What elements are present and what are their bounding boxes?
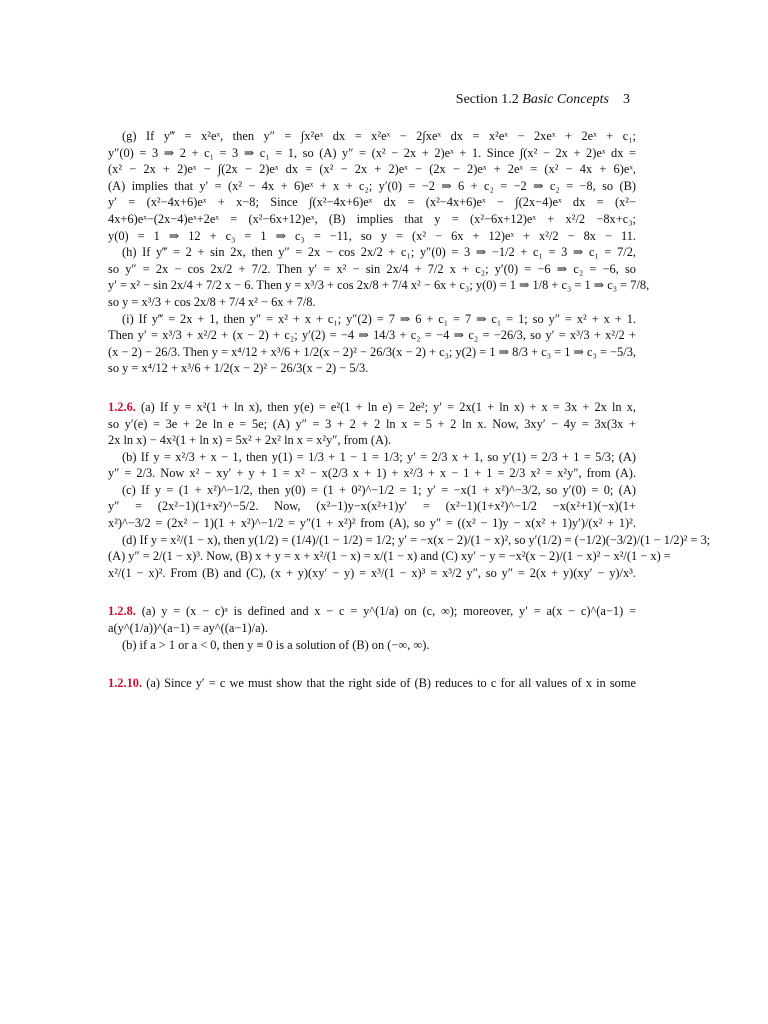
text-line: y″ = 2/3. Now x² − xy′ + y + 1 = x² − x(2/3 x + 1) + x²/3 + x − 1 + 1 = 2/3 x² = x²y″, from (A). — [108, 466, 636, 481]
text-line: (b) If y = x²/3 + x − 1, then y(1) = 1/3 + 1 − 1 = 1/3; y′ = 2/3 x + 1, so y′(1) = 2/3 + 1 = 5/3; (A) — [122, 449, 636, 464]
text-line: so y″ = 2x − cos 2x/2 + 7/2. Then y′ = x² − sin 2x/4 + 7/2 x + c₂; y′(0) = −6 ⇒ c₂ = −6, so — [108, 261, 636, 276]
solutions-body — [108, 128, 711, 692]
text-line: (a) y = (x − c)ᵃ is defined and x − c = y^(1/a) on (c, ∞); moreover, y′ = a(x − c)^(a−1) = — [141, 604, 636, 619]
text-line: x²/(1 − x)². From (B) and (C), (x + y)(xy′ − y) = x³/(1 − x)³ = x³/2 y″, so y″ = 2(x + y)(xy′ − y)/x³. — [108, 565, 636, 580]
text-line: (i) If y‴ = 2x + 1, then y″ = x² + x + c₁; y″(2) = 7 ⇒ 6 + c₁ = 7 ⇒ c₁ = 1; so y″ = x² + x + 1. — [122, 311, 636, 326]
text-line: (A) y″ = 2/(1 − x)³. Now, (B) x + y = x + x²/(1 − x) = x/(1 − x) and (C) xy′ − y = −x²(x − 2)/(1 − x)² − x²/(1 − x) = — [108, 549, 671, 564]
part-h — [108, 244, 650, 310]
text-line: (d) If y = x²/(1 − x), then y(1/2) = (1/4)/(1 − 1/2) = 1/2; y′ = −x(x − 2)/(1 − x)², so y′(1/2) = (−1/2)(−3/2)/(1 − 1/2)² = 3; — [122, 532, 711, 547]
text-line: (x² − 2x + 2)eˣ − ∫(2x − 2)eˣ dx = (x² − 2x + 2)eˣ − (2x − 2)eˣ + 2eˣ = (x² − 4x + 6)eˣ, — [108, 162, 636, 177]
problem-number: 1.2.10. — [108, 676, 143, 691]
problem-number: 1.2.6. — [108, 399, 136, 414]
text-line: a(y^(1/a))^(a−1) = ay^((a−1)/a). — [108, 621, 268, 636]
section-title: Basic Concepts — [522, 92, 609, 107]
part-g — [108, 128, 636, 244]
text-line: so y = x⁴/12 + x³/6 + 1/2(x − 2)² − 26/3(x − 2) − 5/3. — [108, 361, 369, 376]
text-line: (x − 2) − 26/3. Then y = x⁴/12 + x³/6 + 1/2(x − 2)² − 26/3(x − 2) + c₃; y(2) = 1 ⇒ 8/3 + c₃ = 1 ⇒ c₃ = −5/3, — [108, 344, 636, 359]
problem-number: 1.2.8. — [108, 604, 136, 619]
text-line: Then y′ = x³/3 + x²/2 + (x − 2) + c₂; y′(2) = −4 ⇒ 14/3 + c₂ = −4 ⇒ c₂ = −26/3, so y′ = x³/3 + x²/2 + — [108, 328, 636, 343]
text-line: (c) If y = (1 + x²)^−1/2, then y(0) = (1 + 0²)^−1/2 = 1; y′ = −x(1 + x²)^−3/2, so y′(0) = 0; (A) — [122, 482, 636, 497]
text-line: y″(0) = 3 ⇒ 2 + c₁ = 3 ⇒ c₁ = 1, so (A) y″ = (x² − 2x + 2)eˣ + 1. Since ∫(x² − 2x + 2)eˣ dx = — [108, 145, 636, 160]
text-line: (a) If y = x²(1 + ln x), then y(e) = e²(1 + ln e) = 2e²; y′ = 2x(1 + ln x) + x = 3x + 2x ln x, — [141, 399, 636, 414]
page-number: 3 — [623, 92, 630, 107]
text-line: (h) If y‴ = 2 + sin 2x, then y″ = 2x − cos 2x/2 + c₁; y″(0) = 3 ⇒ −1/2 + c₁ = 3 ⇒ c₁ = 7/2, — [122, 245, 636, 260]
problem-1-2-6 — [108, 399, 711, 582]
problem-1-2-10 — [108, 675, 636, 692]
part-i — [108, 311, 636, 377]
text-line: (b) if a > 1 or a < 0, then y ≡ 0 is a solution of (B) on (−∞, ∞). — [122, 637, 430, 652]
text-line: y′ = (x²−4x+6)eˣ + x−8; Since ∫(x²−4x+6)eˣ dx = (x²−4x+6)eˣ − ∫(2x−4)eˣ dx = (x²− — [108, 195, 636, 210]
text-line: 2x ln x) − 4x²(1 + ln x) = 5x² + 2x² ln x = x²y″, from (A). — [108, 433, 392, 448]
text-line: so y′(e) = 3e + 2e ln e = 5e; (A) y″ = 3 + 2 + 2 ln x = 5 + 2 ln x. Now, 3xy′ − 4y = 3x(3x + — [108, 416, 636, 431]
text-line: y′ = x² − sin 2x/4 + 7/2 x − 6. Then y = x³/3 + cos 2x/8 + 7/4 x² − 6x + c₃; y(0) = 1 ⇒ 1/8 + c₃ = 1 ⇒ c₃ = 7/8, — [108, 278, 650, 293]
text-line: (g) If y‴ = x²eˣ, then y″ = ∫x²eˣ dx = x²eˣ − 2∫xeˣ dx = x²eˣ − 2xeˣ + 2eˣ + c₁; — [122, 129, 636, 143]
text-line: y″ = (2x²−1)(1+x²)^−5/2. Now, (x²−1)y−x(x²+1)y′ = (x²−1)(1+x²)^−1/2 −x(x²+1)(−x)(1+ — [108, 499, 636, 514]
text-line: y(0) = 1 ⇒ 12 + c₃ = 1 ⇒ c₃ = −11, so y = (x² − 6x + 12)eˣ + x²/2 − 8x − 11. — [108, 228, 636, 243]
problem-1-2-8 — [108, 603, 636, 653]
text-line: so y = x³/3 + cos 2x/8 + 7/4 x² − 6x + 7/8. — [108, 294, 316, 309]
text-line: (A) implies that y′ = (x² − 4x + 6)eˣ + x + c₂; y′(0) = −2 ⇒ 6 + c₂ = −2 ⇒ c₂ = −8, so (B) — [108, 178, 636, 193]
page-header — [456, 92, 630, 108]
section-label: Section 1.2 — [455, 92, 519, 107]
text-line: (a) Since y′ = c we must show that the right side of (B) reduces to c for all values of x in some — [146, 676, 636, 691]
text-line: x²)^−3/2 = (2x² − 1)(1 + x²)^−1/2 = y″(1 + x²)² from (A), so y″ = ((x² − 1)y − x(x² + 1)y′)/(x² + 1)². — [108, 516, 636, 531]
text-line: 4x+6)eˣ−(2x−4)eˣ+2eˣ = (x²−6x+12)eˣ, (B) implies that y = (x²−6x+12)eˣ + x²/2 −8x+c₃; — [108, 211, 636, 226]
